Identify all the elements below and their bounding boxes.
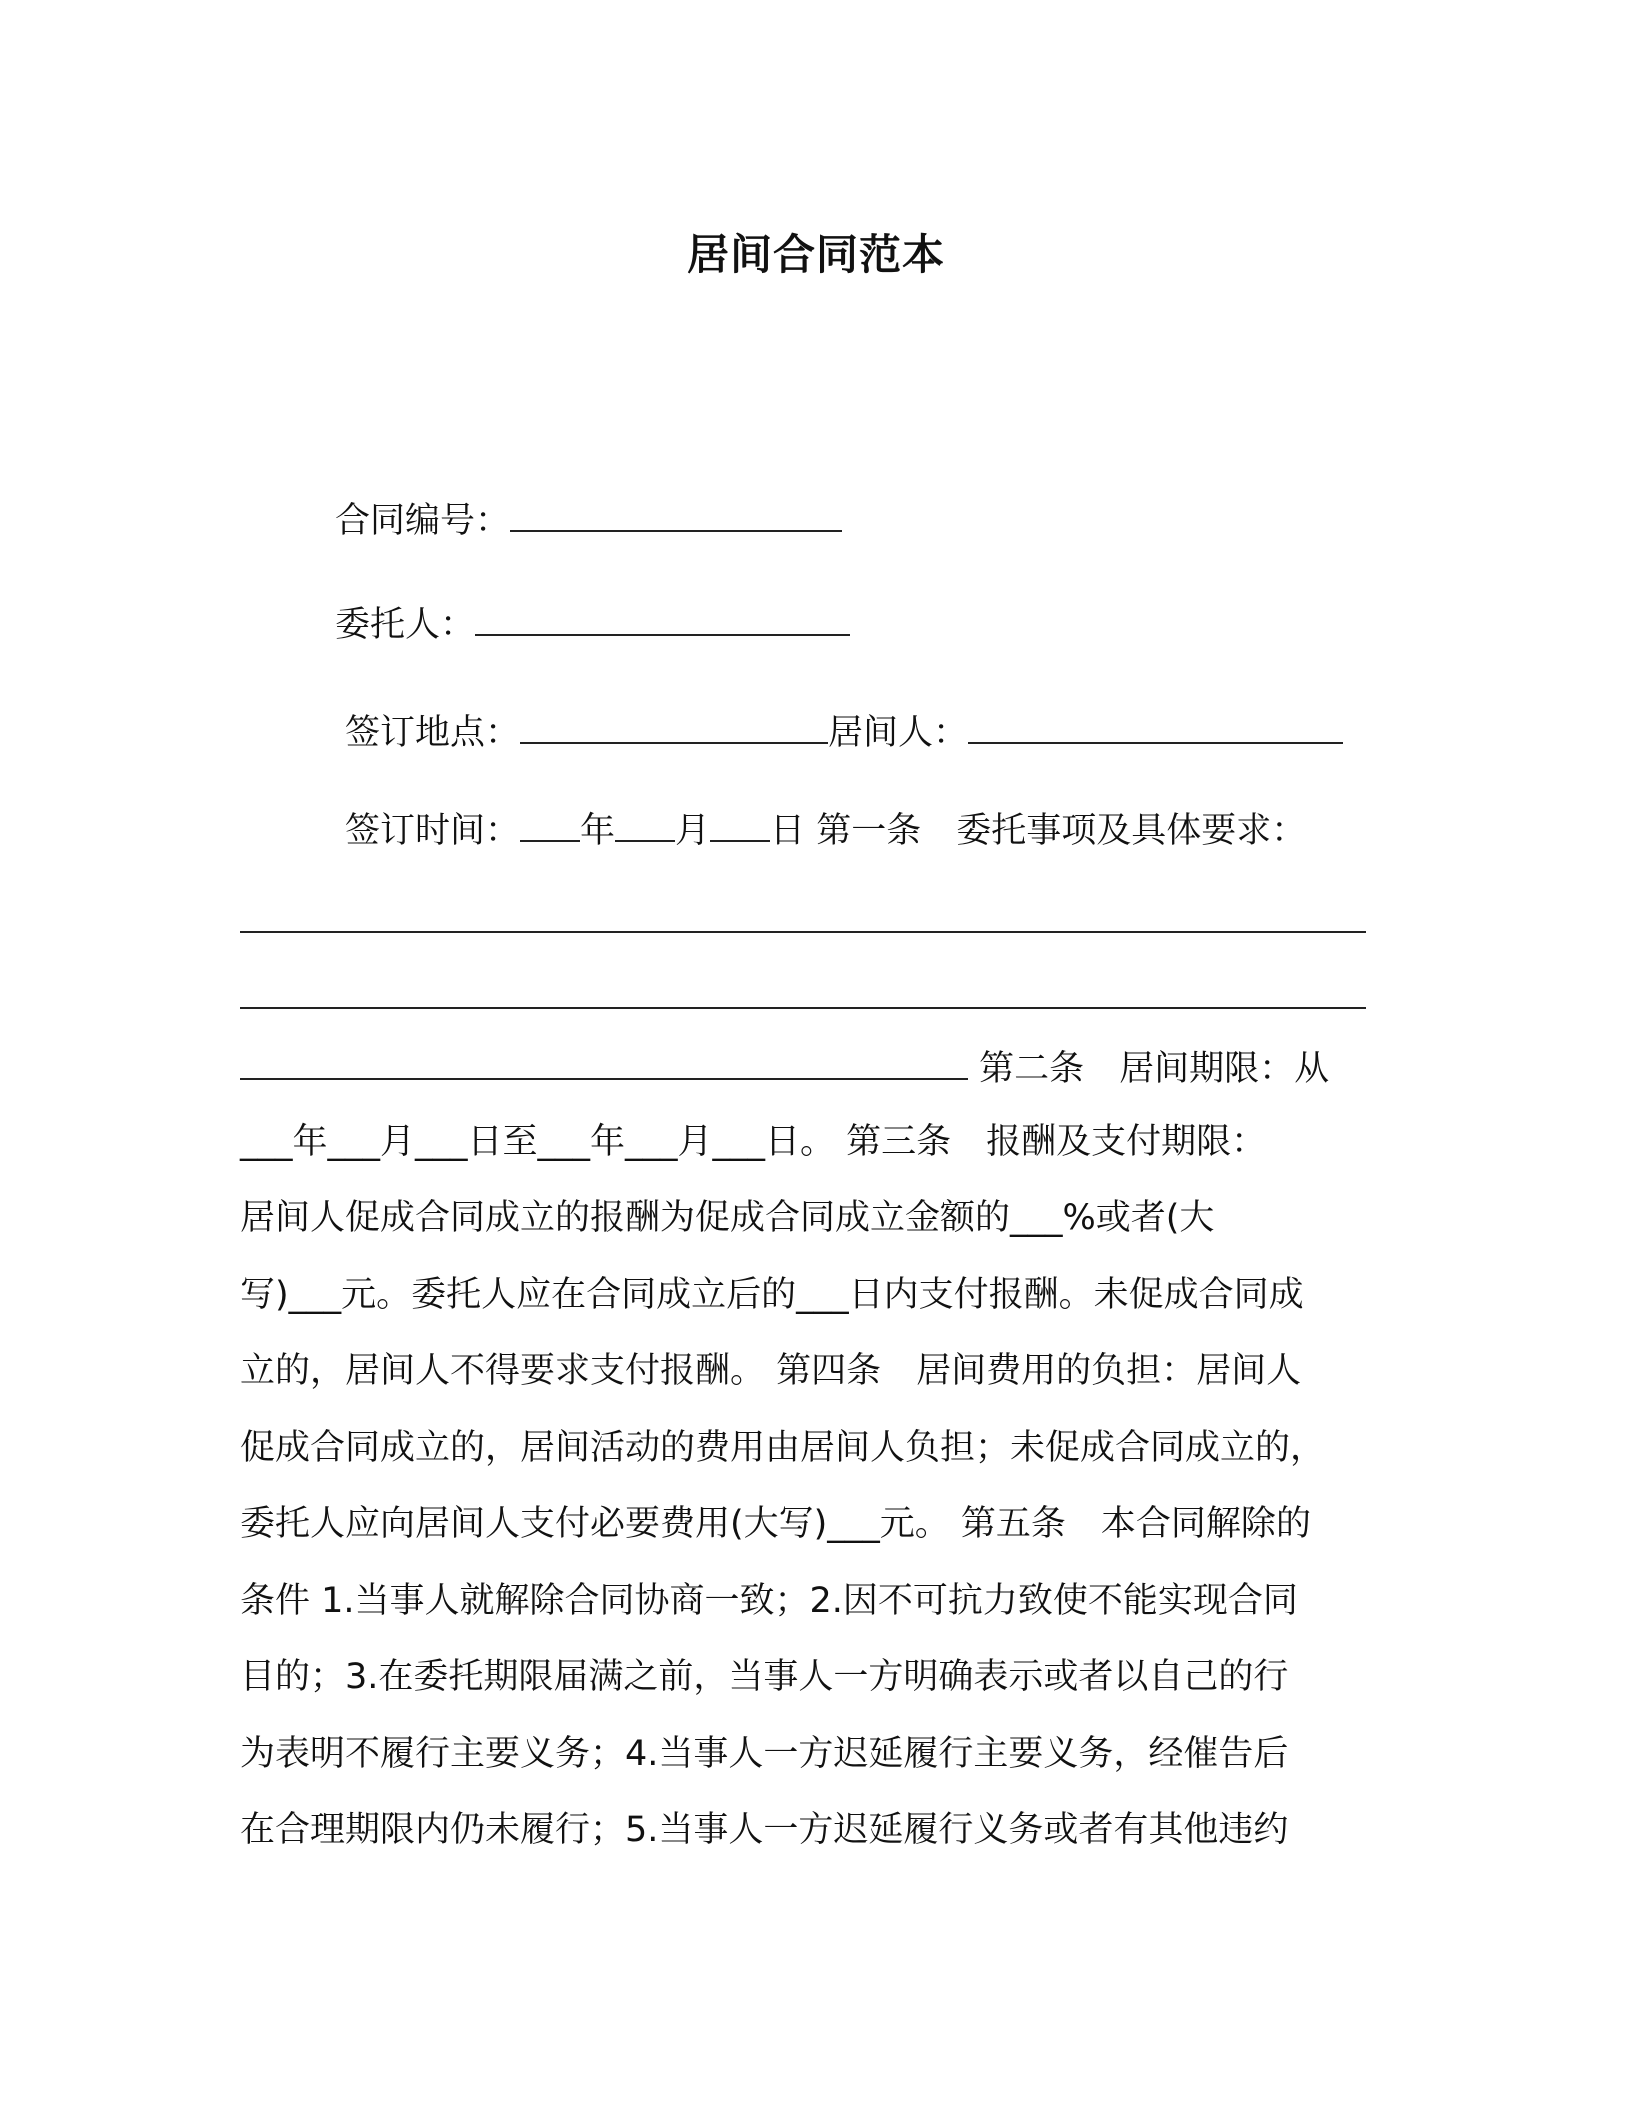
sign-month-blank[interactable] <box>615 806 675 842</box>
contract-number-label: 合同编号： <box>335 501 511 541</box>
sign-day-blank[interactable] <box>710 806 770 842</box>
broker-blank[interactable] <box>968 708 1343 744</box>
entrust-blank-line-3[interactable] <box>240 1044 968 1080</box>
contract-number-row <box>335 496 842 545</box>
body-line-7: 委托人应向居间人支付必要费用(大写)___元。 第五条 本合同解除的 <box>240 1504 1311 1544</box>
article-2-row <box>240 1044 1329 1093</box>
sign-place-label: 签订地点： <box>345 713 521 753</box>
day-label: 日 <box>770 811 806 851</box>
body-line-8: 条件 1.当事人就解除合同协商一致；2.因不可抗力致使不能实现合同 <box>240 1581 1298 1621</box>
broker-label: 居间人： <box>828 713 969 753</box>
sign-year-blank[interactable] <box>520 806 580 842</box>
sign-time-label: 签订时间： <box>345 811 521 851</box>
body-line-11: 在合理期限内仍未履行；5.当事人一方迟延履行义务或者有其他违约 <box>240 1810 1289 1850</box>
sign-place-row <box>345 708 1343 757</box>
body-line-10: 为表明不履行主要义务；4.当事人一方迟延履行主要义务，经催告后 <box>240 1734 1289 1774</box>
contract-number-blank[interactable] <box>510 496 842 532</box>
body-line-3: 居间人促成合同成立的报酬为促成合同成立金额的___%或者(大 <box>240 1198 1215 1238</box>
article-2-heading: 第二条 居间期限：从 <box>968 1049 1330 1089</box>
sign-time-row <box>345 806 1306 855</box>
year-label: 年 <box>580 811 616 851</box>
month-label: 月 <box>675 811 711 851</box>
client-row <box>335 600 850 649</box>
body-line-4: 写)___元。委托人应在合同成立后的___日内支付报酬。未促成合同成 <box>240 1275 1304 1315</box>
entrust-blank-line-1[interactable] <box>240 931 1366 933</box>
body-line-2: ___年___月___日至___年___月___日。 第三条 报酬及支付期限： <box>240 1122 1267 1162</box>
body-line-5: 立的，居间人不得要求支付报酬。 第四条 居间费用的负担：居间人 <box>240 1351 1302 1391</box>
sign-place-blank[interactable] <box>520 708 828 744</box>
document-title: 居间合同范本 <box>686 230 945 279</box>
body-line-6: 促成合同成立的，居间活动的费用由居间人负担；未促成合同成立的， <box>240 1428 1326 1468</box>
client-label: 委托人： <box>335 605 476 645</box>
article-1-heading: 第一条 委托事项及具体要求： <box>805 811 1307 851</box>
body-line-9: 目的；3.在委托期限届满之前，当事人一方明确表示或者以自己的行 <box>240 1657 1289 1697</box>
entrust-blank-line-2[interactable] <box>240 1007 1366 1009</box>
client-blank[interactable] <box>475 600 850 636</box>
